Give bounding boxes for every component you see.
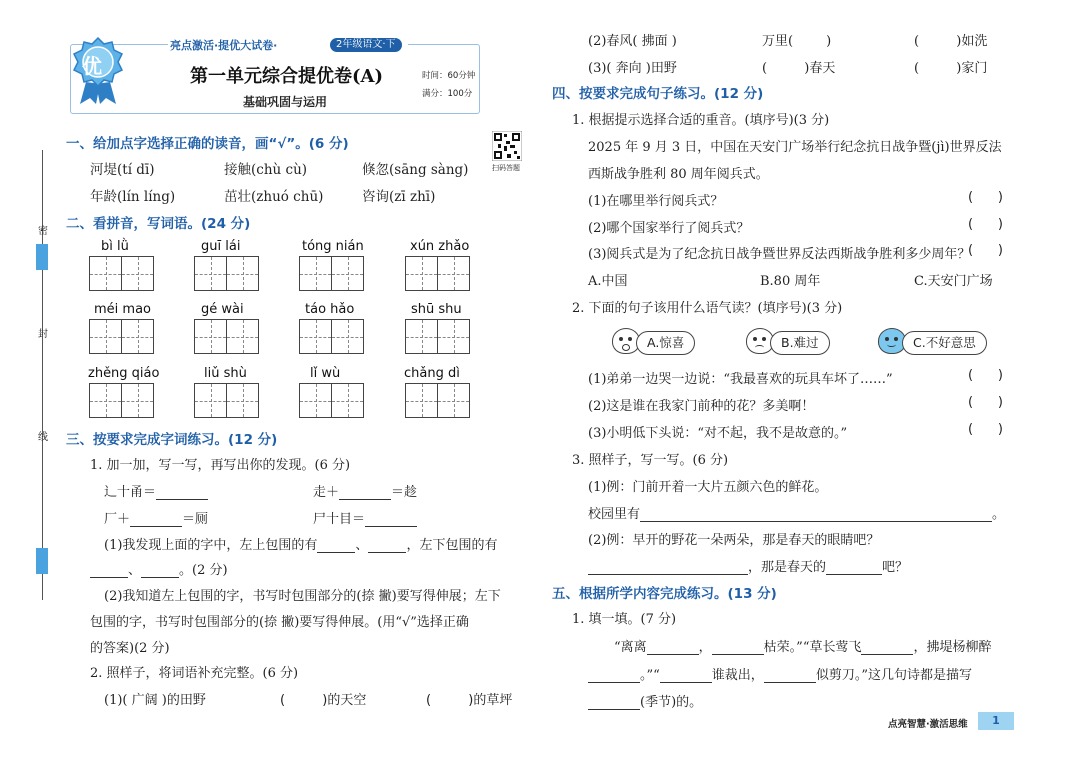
writing-box[interactable] xyxy=(226,256,259,291)
answer-blank[interactable] xyxy=(660,669,712,683)
poem-line-1 xyxy=(614,636,991,655)
writing-box[interactable] xyxy=(331,256,364,291)
finding-1-text-c: 。(2 分) xyxy=(179,563,228,578)
finding-2-line3: 的答案)(2 分) xyxy=(90,641,170,656)
question-4-3: 3. 照样子，写一写。(6 分) xyxy=(572,453,729,468)
tone-sentence-2: (2)这是谁在我家门前种的花？多美啊！ xyxy=(588,399,815,414)
margin-label-mi: 密 xyxy=(38,226,48,237)
finding-1-line2: 、 。(2 分) xyxy=(90,559,228,578)
section-3-title: 三、按要求完成字词练习。(12 分) xyxy=(66,432,278,448)
answer-paren[interactable]: ( ) xyxy=(968,190,1003,205)
phrase-blank-3 xyxy=(426,689,512,708)
reading-item: 接触(chù cù) xyxy=(224,162,308,178)
equation-4 xyxy=(313,508,417,527)
question-3-2: 2. 照样子，将词语补充完整。(6 分) xyxy=(90,666,299,681)
pinyin-label: bì lǜ xyxy=(101,239,129,254)
answer-blank[interactable] xyxy=(141,564,179,578)
answer-blank[interactable] xyxy=(588,696,640,710)
writing-box[interactable] xyxy=(121,319,154,354)
writing-box[interactable] xyxy=(194,383,227,418)
question-5-1: 1. 填一填。(7 分) xyxy=(572,612,677,627)
phrase-3-b-text: )春天 xyxy=(804,61,836,76)
writing-box[interactable] xyxy=(437,256,470,291)
tone-bubble-c: C.不好意思 xyxy=(902,331,987,355)
answer-blank[interactable] xyxy=(130,513,182,527)
answer-paren[interactable]: ( ) xyxy=(968,368,1003,383)
example-2-answer xyxy=(588,556,908,575)
writing-box[interactable] xyxy=(405,256,438,291)
answer-blank[interactable] xyxy=(156,486,208,500)
phrase-3-a: (3)( 奔向 )田野 xyxy=(588,61,677,76)
pinyin-label: méi mao xyxy=(94,302,151,317)
pinyin-label: tóng nián xyxy=(302,239,364,254)
footer-brand: 点亮智慧·激活思维 xyxy=(888,719,968,730)
poem-text-2a: 。”“ xyxy=(640,668,660,683)
phrase-3-c xyxy=(914,57,987,76)
tone-sentence-1: (1)弟弟一边哭一边说：“我最喜欢的玩具车坏了……” xyxy=(588,372,893,387)
paren-blank[interactable]: ( ) xyxy=(426,693,474,708)
phrase-2-b-text: 万里( xyxy=(762,34,794,49)
brand-text: 亮点激活·提优大试卷· xyxy=(170,39,278,52)
margin-label-xian: 线 xyxy=(38,432,48,443)
equation-3 xyxy=(104,508,208,527)
poem-text-2c: 似剪刀。”这几句诗都是描写 xyxy=(815,668,972,683)
page-subtitle: 基础巩固与运用 xyxy=(243,95,328,109)
reading-item: 茁壮(zhuó chū) xyxy=(224,189,324,205)
phrase-example: (1)( 广阔 )的田野 xyxy=(104,693,206,708)
finding-2-line2: 包围的字，书写时包围部分的(捺 撇)要写得伸展。(用“√”选择正确 xyxy=(90,615,469,630)
reading-item: 河堤(tí dī) xyxy=(90,162,155,178)
equation-3-text-b: ＝厕 xyxy=(182,512,209,527)
writing-box[interactable] xyxy=(89,319,122,354)
equation-4-text: 尸十目＝ xyxy=(313,512,366,527)
pinyin-label: gé wài xyxy=(201,302,244,317)
answer-blank[interactable] xyxy=(647,641,699,655)
time-label: 时间：60分钟 xyxy=(422,71,476,81)
paren-blank[interactable]: ) xyxy=(793,34,832,49)
writing-box[interactable] xyxy=(437,319,470,354)
section-2-title: 二、看拼音，写词语。(24 分) xyxy=(66,216,251,232)
poem-text-1d: ，拂堤杨柳醉 xyxy=(913,640,992,655)
section-5-title: 五、根据所学内容完成练习。(13 分) xyxy=(552,586,777,602)
qr-label: 扫码答题 xyxy=(492,164,520,172)
phrase-2-c-text: )如洗 xyxy=(956,34,988,49)
writing-box[interactable] xyxy=(194,256,227,291)
finding-2-line1: (2)我知道左上包围的字，书写时包围部分的(捺 撇)要写得伸展；左下 xyxy=(104,589,501,604)
example-2-end: 吧？ xyxy=(882,560,909,575)
phrase-2-b xyxy=(762,30,831,49)
writing-box[interactable] xyxy=(405,383,438,418)
pinyin-label: chǎng dì xyxy=(404,366,460,381)
writing-box[interactable] xyxy=(121,256,154,291)
section-4-title: 四、按要求完成句子练习。(12 分) xyxy=(552,86,764,102)
equation-2-text-b: ＝趁 xyxy=(391,485,418,500)
answer-blank[interactable] xyxy=(861,641,913,655)
phrase-2-a: (2)春风( 拂面 ) xyxy=(588,34,677,49)
example-1: (1)例：门前开着一大片五颜六色的鲜花。 xyxy=(588,480,828,495)
grade-tag: 2年级语文·下 xyxy=(330,38,402,52)
writing-box[interactable] xyxy=(299,256,332,291)
answer-blank[interactable] xyxy=(712,641,764,655)
pinyin-label: lǐ wù xyxy=(310,366,341,381)
pinyin-label: guī lái xyxy=(201,239,241,254)
paren-blank[interactable]: ( ) xyxy=(280,693,328,708)
answer-line[interactable] xyxy=(588,561,748,575)
poem-line-2 xyxy=(588,664,972,683)
pinyin-label: liǔ shù xyxy=(204,366,247,381)
margin-tag-top xyxy=(36,244,48,270)
poem-text-1a: “离离 xyxy=(614,640,647,655)
answer-line[interactable] xyxy=(826,561,882,575)
writing-box[interactable] xyxy=(331,383,364,418)
margin-label-feng: 封 xyxy=(38,329,48,340)
answer-blank[interactable] xyxy=(764,669,816,683)
finding-1-text-a: (1)我发现上面的字中，左上包围的有 xyxy=(104,538,318,553)
phrase-3-b xyxy=(762,57,835,76)
pinyin-label: táo hǎo xyxy=(305,302,355,317)
answer-line[interactable] xyxy=(640,508,992,522)
qr-code-icon[interactable] xyxy=(492,131,522,161)
tone-sentence-3: (3)小明低下头说：“对不起，我不是故意的。” xyxy=(588,426,848,441)
poem-text-3: (季节)的。 xyxy=(640,695,703,710)
passage-line-2: 西斯战争胜利 80 周年阅兵式。 xyxy=(588,167,769,182)
example-1-answer: 校园里有 。 xyxy=(588,507,1006,522)
margin-line xyxy=(42,150,43,600)
tone-bubble-b: B.难过 xyxy=(770,331,830,355)
writing-box[interactable] xyxy=(299,319,332,354)
poem-line-3 xyxy=(588,691,702,710)
paren-blank[interactable]: ( xyxy=(762,61,805,76)
stress-q1: (1)在哪里举行阅兵式？ xyxy=(588,194,724,209)
equation-1 xyxy=(104,481,208,500)
section-1-title: 一、给加点字选择正确的读音，画“√”。(6 分) xyxy=(66,136,349,152)
writing-box[interactable] xyxy=(405,319,438,354)
answer-blank[interactable] xyxy=(588,669,640,683)
option-b: B.80 周年 xyxy=(760,274,821,289)
passage-line-1: 2025 年 9 月 3 日，中国在天安门广场举行纪念抗日战争暨(jì)世界反法 xyxy=(588,140,1002,155)
poem-text-2b: 谁裁出， xyxy=(711,668,764,683)
stress-q3: (3)阅兵式是为了纪念抗日战争暨世界反法西斯战争胜利多少周年？ xyxy=(588,247,971,262)
equation-3-text-a: 厂＋ xyxy=(104,512,131,527)
score-label: 满分：100分 xyxy=(422,89,473,99)
example-2: (2)例：早开的野花一朵两朵，那是春天的眼睛吧？ xyxy=(588,533,880,548)
answer-blank[interactable] xyxy=(317,539,355,553)
pinyin-label: zhěng qiáo xyxy=(88,366,160,381)
phrase-text-2: 的天空 xyxy=(327,693,367,708)
phrase-2-c xyxy=(914,30,987,49)
question-4-2: 2. 下面的句子该用什么语气读？(填序号)(3 分) xyxy=(572,301,843,316)
reading-item: 咨询(zī zhī) xyxy=(362,189,436,205)
answer-paren[interactable]: ( ) xyxy=(968,422,1003,437)
writing-box[interactable] xyxy=(437,383,470,418)
writing-box[interactable] xyxy=(331,319,364,354)
writing-box[interactable] xyxy=(299,383,332,418)
page-number: 1 xyxy=(978,712,1014,730)
paren-blank[interactable]: ( xyxy=(914,61,957,76)
finding-1-text-b: ，左下包围的有 xyxy=(406,538,498,553)
answer-blank[interactable] xyxy=(368,539,406,553)
pinyin-label: shū shu xyxy=(411,302,462,317)
writing-box[interactable] xyxy=(89,383,122,418)
reading-item: 年龄(lín líng) xyxy=(90,189,176,205)
badge-text: 优 xyxy=(82,54,102,78)
reading-item: 倏忽(sāng sàng) xyxy=(362,162,469,178)
example-1-prefix: 校园里有 xyxy=(588,507,641,522)
equation-1-text: 辶十甬＝ xyxy=(104,485,157,500)
writing-box[interactable] xyxy=(89,256,122,291)
equation-2-text-a: 走＋ xyxy=(313,485,340,500)
equation-2 xyxy=(313,481,417,500)
question-4-1: 1. 根据提示选择合适的重音。(填序号)(3 分) xyxy=(572,113,830,128)
phrase-text-3: 的草坪 xyxy=(473,693,513,708)
phrase-blank-2 xyxy=(280,689,366,708)
answer-blank[interactable] xyxy=(339,486,391,500)
answer-paren[interactable]: ( ) xyxy=(968,243,1003,258)
example-2-mid: ，那是春天的 xyxy=(748,560,827,575)
writing-box[interactable] xyxy=(226,383,259,418)
answer-paren[interactable]: ( ) xyxy=(968,217,1003,232)
writing-box[interactable] xyxy=(121,383,154,418)
poem-text-1c: 枯荣。”“草长莺飞 xyxy=(763,640,862,655)
tone-bubble-a: A.惊喜 xyxy=(636,331,695,355)
stress-q2: (2)哪个国家举行了阅兵式？ xyxy=(588,221,750,236)
answer-paren[interactable]: ( ) xyxy=(968,395,1003,410)
option-a: A.中国 xyxy=(588,274,628,289)
pinyin-label: xún zhǎo xyxy=(410,239,470,254)
finding-1-line1: (1)我发现上面的字中，左上包围的有 、 ，左下包围的有 xyxy=(104,538,498,553)
question-3-1: 1. 加一加，写一写，再写出你的发现。(6 分) xyxy=(90,458,351,473)
writing-box[interactable] xyxy=(226,319,259,354)
option-c: C.天安门广场 xyxy=(914,274,993,289)
margin-tag-bottom xyxy=(36,548,48,574)
writing-box[interactable] xyxy=(194,319,227,354)
paren-blank[interactable]: ( xyxy=(914,34,957,49)
page-title: 第一单元综合提优卷(A) xyxy=(190,66,383,87)
poem-text-1b: ， xyxy=(698,640,712,655)
answer-blank[interactable] xyxy=(365,513,417,527)
answer-blank[interactable] xyxy=(90,564,128,578)
phrase-3-c-text: )家门 xyxy=(956,61,988,76)
